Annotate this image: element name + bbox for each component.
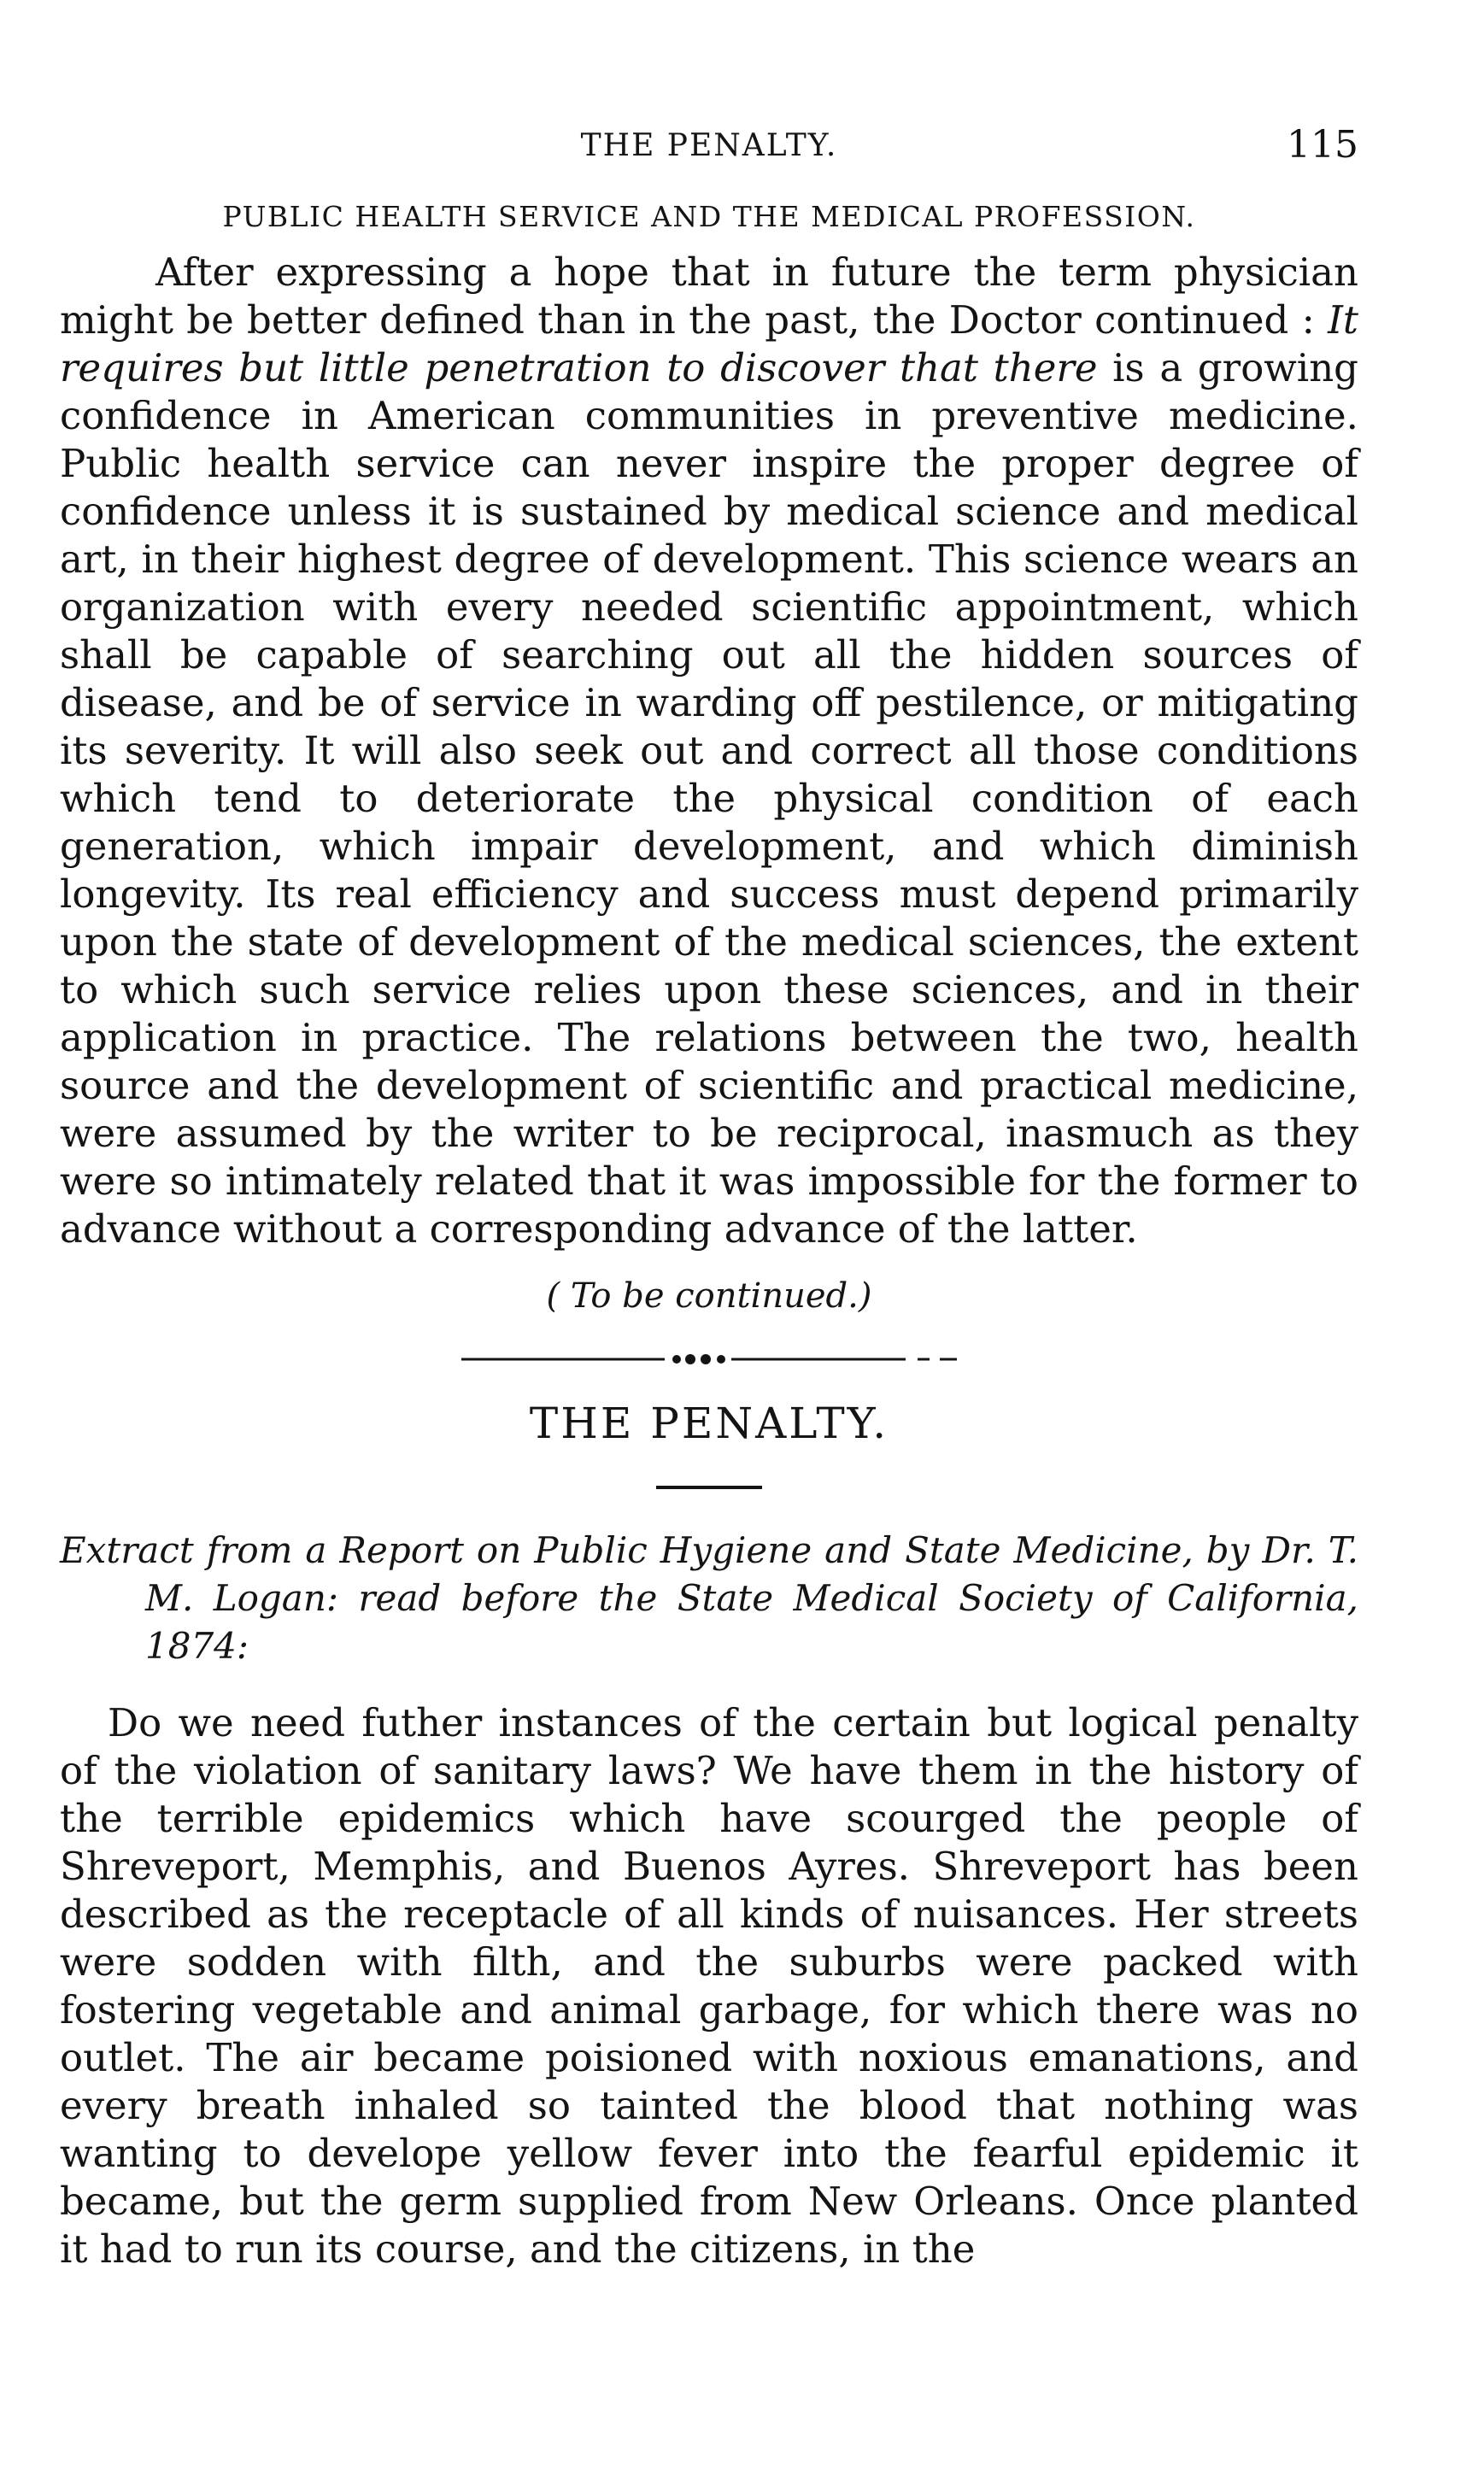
running-title: THE PENALTY.: [580, 128, 838, 163]
book-page: [60, 123, 1358, 2273]
extract-note: Extract from a Report on Public Hygiene and State Medicine, by Dr. T. M. Logan: read before the State Medical Society of California, 1874:: [60, 1529, 1358, 1667]
paragraph-1-start: After expressing a hope that in future the term physician might be better defined than in the past, the Doctor continued :: [60, 249, 1358, 343]
ornament-divider: [461, 1351, 957, 1368]
section-heading: PUBLIC HEALTH SERVICE AND THE MEDICAL PROFESSION.: [222, 200, 1196, 233]
paragraph-1-italic: It requires but little penetration to discover that there: [60, 297, 1358, 390]
running-head: [60, 123, 1358, 179]
paragraph-1-rest: is a growing confidence in American communities in preventive medicine. Public health service can never inspire the proper degree of confidence unless it is sustained by medical science and medical art, in their highest degree of development. This science wears an organization with every needed scientific appointment, which shall be capable of searching out all the hidden sources of disease, and be of service in warding off pestilence, or mitigating its severity. It will also seek out and correct all those conditions which tend to deteriorate the physical condition of each generation, which impair development, and which diminish longevity. Its real efficiency and success must depend primarily upon the state of development of the medical sciences, the extent to which such service relies upon these sciences, and in their application in practice. The relations between the two, health source and the development of scientific and practical medicine, were assumed by the writer to be reciprocal, inasmuch as they were so intimately related that it was impossible for the former to advance without a corresponding advance of the latter.: [60, 345, 1358, 1252]
article-title: THE PENALTY.: [529, 1399, 889, 1448]
body-paragraph-1: [60, 249, 1358, 1253]
title-rule: [656, 1486, 762, 1489]
continued-note: ( To be continued.): [546, 1276, 872, 1316]
page-number: 115: [1287, 123, 1358, 167]
body-paragraph-2: Do we need futher instances of the certain but logical penalty of the violation of sanitary laws? We have them in the history of the terrible epidemics which have scourged the people of Shreveport, Memphis, and Buenos Ayres. Shreveport has been described as the receptacle of all kinds of nuisances. Her streets were sodden with filth, and the suburbs were packed with fostering vegetable and animal garbage, for which there was no outlet. The air became poisioned with noxious emanations, and every breath inhaled so tainted the blood that nothing was wanting to develope yellow fever into the fearful epidemic it became, but the germ supplied from New Orleans. Once planted it had to run its course, and the citizens, in the: [60, 1700, 1358, 2272]
ornament-divider-graphic: [461, 1351, 957, 1368]
